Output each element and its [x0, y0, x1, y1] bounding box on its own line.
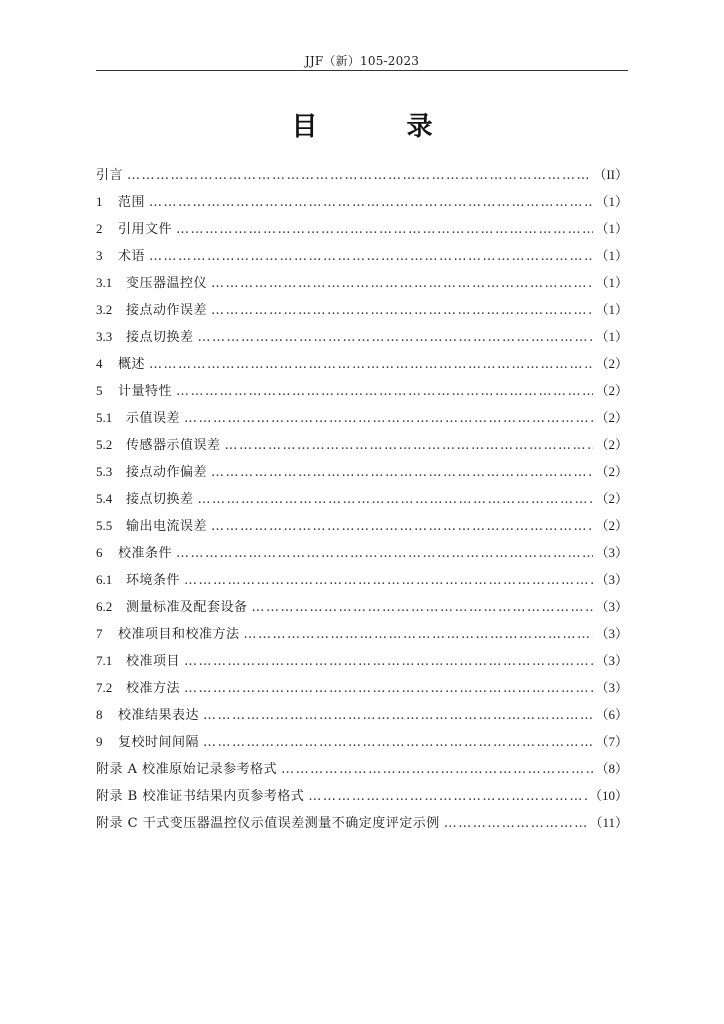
toc-leader-dots: [149, 243, 593, 270]
toc-entry-page: （2）: [595, 410, 628, 425]
toc-entry[interactable]: [96, 242, 628, 269]
toc-entry[interactable]: [96, 404, 628, 431]
toc-leader-dots: [184, 405, 593, 432]
toc-entry-label: 接点切换差: [126, 330, 194, 345]
table-of-contents: [96, 161, 628, 836]
toc-entry-label: 测量标准及配套设备: [126, 600, 248, 615]
toc-entry-page: （2）: [595, 383, 628, 398]
running-header: JJF（新）105-2023: [304, 54, 420, 68]
toc-leader-dots: [211, 513, 593, 540]
toc-entry-label: 环境条件: [126, 573, 181, 588]
toc-entry-page: （3）: [595, 653, 628, 668]
toc-entry-label: 术语: [118, 249, 146, 264]
toc-leader-dots: [211, 297, 593, 324]
toc-entry-number: 5.5: [96, 518, 113, 533]
toc-entry-label: 附录 B 校准证书结果内页参考格式: [96, 789, 305, 804]
toc-entry-number: 5.1: [96, 410, 113, 425]
toc-leader-dots: [184, 648, 593, 675]
toc-entry-number: 5: [96, 383, 103, 398]
toc-entry-page: （1）: [595, 194, 628, 209]
toc-entry-label: 概述: [118, 357, 146, 372]
toc-entry[interactable]: [96, 593, 628, 620]
toc-entry[interactable]: [96, 323, 628, 350]
toc-entry-page: （2）: [595, 356, 628, 371]
toc-entry[interactable]: [96, 512, 628, 539]
toc-leader-dots: [149, 189, 593, 216]
toc-leader-dots: [203, 702, 593, 729]
toc-entry[interactable]: [96, 728, 628, 755]
toc-entry-label: 计量特性: [118, 384, 173, 399]
toc-entry[interactable]: [96, 566, 628, 593]
toc-entry[interactable]: [96, 431, 628, 458]
toc-entry-number: 5.3: [96, 464, 113, 479]
toc-entry-label: 输出电流误差: [126, 519, 208, 534]
toc-entry-number: 4: [96, 356, 103, 371]
toc-entry[interactable]: [96, 674, 628, 701]
toc-entry-label: 校准结果表达: [118, 708, 200, 723]
header-divider: [96, 70, 628, 71]
toc-entry-number: 2: [96, 221, 103, 236]
toc-leader-dots: [198, 324, 594, 351]
toc-entry-number: 5.4: [96, 491, 113, 506]
toc-entry[interactable]: [96, 161, 628, 188]
toc-entry-number: 6.2: [96, 599, 113, 614]
toc-entry[interactable]: [96, 485, 628, 512]
toc-leader-dots: [225, 432, 594, 459]
toc-entry-number: 7: [96, 626, 103, 641]
toc-entry-page: （8）: [595, 761, 628, 776]
toc-entry-page: （2）: [595, 464, 628, 479]
toc-entry-page: （7）: [595, 734, 628, 749]
toc-entry-page: （1）: [595, 248, 628, 263]
toc-entry[interactable]: [96, 755, 628, 782]
toc-entry-label: 接点动作误差: [126, 303, 208, 318]
toc-entry-number: 8: [96, 707, 103, 722]
toc-entry-number: 1: [96, 194, 103, 209]
toc-entry-label: 校准项目: [126, 654, 181, 669]
toc-entry[interactable]: [96, 809, 628, 836]
toc-entry-page: （3）: [595, 626, 628, 641]
toc-entry-label: 引言: [96, 168, 124, 183]
toc-entry-label: 变压器温控仪: [126, 276, 208, 291]
toc-entry[interactable]: [96, 701, 628, 728]
toc-entry-page: （1）: [595, 275, 628, 290]
toc-entry-label: 附录 C 干式变压器温控仪示值误差测量不确定度评定示例: [96, 816, 440, 831]
toc-entry-page: （1）: [595, 221, 628, 236]
toc-entry[interactable]: [96, 188, 628, 215]
toc-entry-label: 范围: [118, 195, 146, 210]
toc-leader-dots: [203, 729, 593, 756]
toc-leader-dots: [281, 756, 593, 783]
toc-entry[interactable]: [96, 215, 628, 242]
toc-entry-label: 校准方法: [126, 681, 181, 696]
toc-entry-label: 接点切换差: [126, 492, 194, 507]
toc-entry[interactable]: [96, 296, 628, 323]
toc-entry-page: （11）: [589, 815, 628, 830]
toc-leader-dots: [149, 351, 593, 378]
toc-entry-page: （3）: [595, 680, 628, 695]
toc-entry[interactable]: [96, 647, 628, 674]
toc-leader-dots: [176, 540, 593, 567]
page-title: 目 录: [291, 112, 473, 142]
toc-leader-dots: [127, 162, 591, 189]
toc-entry-page: （2）: [595, 437, 628, 452]
toc-entry-label: 校准条件: [118, 546, 173, 561]
toc-entry[interactable]: [96, 782, 628, 809]
toc-leader-dots: [444, 810, 588, 837]
toc-leader-dots: [184, 567, 593, 594]
toc-entry-page: （1）: [595, 302, 628, 317]
toc-entry-label: 示值误差: [126, 411, 181, 426]
toc-leader-dots: [176, 378, 593, 405]
toc-entry-number: 6.1: [96, 572, 113, 587]
toc-leader-dots: [211, 270, 593, 297]
toc-entry-number: 5.2: [96, 437, 113, 452]
toc-entry-label: 引用文件: [118, 222, 173, 237]
toc-entry-page: （10）: [588, 788, 628, 803]
toc-leader-dots: [308, 783, 587, 810]
toc-entry-number: 3: [96, 248, 103, 263]
toc-leader-dots: [252, 594, 594, 621]
toc-entry-number: 6: [96, 545, 103, 560]
toc-entry[interactable]: [96, 458, 628, 485]
toc-entry-page: （2）: [595, 491, 628, 506]
toc-entry[interactable]: [96, 539, 628, 566]
toc-leader-dots: [211, 459, 593, 486]
toc-entry-number: 7.2: [96, 680, 113, 695]
toc-leader-dots: [198, 486, 594, 513]
toc-leader-dots: [244, 621, 594, 648]
toc-entry-number: 3.3: [96, 329, 113, 344]
toc-entry[interactable]: [96, 269, 628, 296]
toc-entry-label: 校准项目和校准方法: [118, 627, 240, 642]
toc-entry-page: （1）: [595, 329, 628, 344]
toc-entry-number: 9: [96, 734, 103, 749]
toc-entry-number: 7.1: [96, 653, 113, 668]
toc-entry-label: 复校时间间隔: [118, 735, 200, 750]
toc-entry[interactable]: [96, 620, 628, 647]
toc-entry-label: 接点动作偏差: [126, 465, 208, 480]
toc-entry-page: （3）: [595, 599, 628, 614]
toc-entry-page: （3）: [595, 545, 628, 560]
toc-entry[interactable]: [96, 350, 628, 377]
toc-entry-number: 3.1: [96, 275, 113, 290]
toc-entry-label: 传感器示值误差: [126, 438, 221, 453]
toc-leader-dots: [176, 216, 593, 243]
toc-entry-label: 附录 A 校准原始记录参考格式: [96, 762, 278, 777]
toc-leader-dots: [184, 675, 593, 702]
toc-entry-number: 3.2: [96, 302, 113, 317]
toc-entry-page: （6）: [595, 707, 628, 722]
toc-entry-page: （II）: [593, 167, 628, 182]
toc-entry[interactable]: [96, 377, 628, 404]
toc-entry-page: （3）: [595, 572, 628, 587]
toc-entry-page: （2）: [595, 518, 628, 533]
